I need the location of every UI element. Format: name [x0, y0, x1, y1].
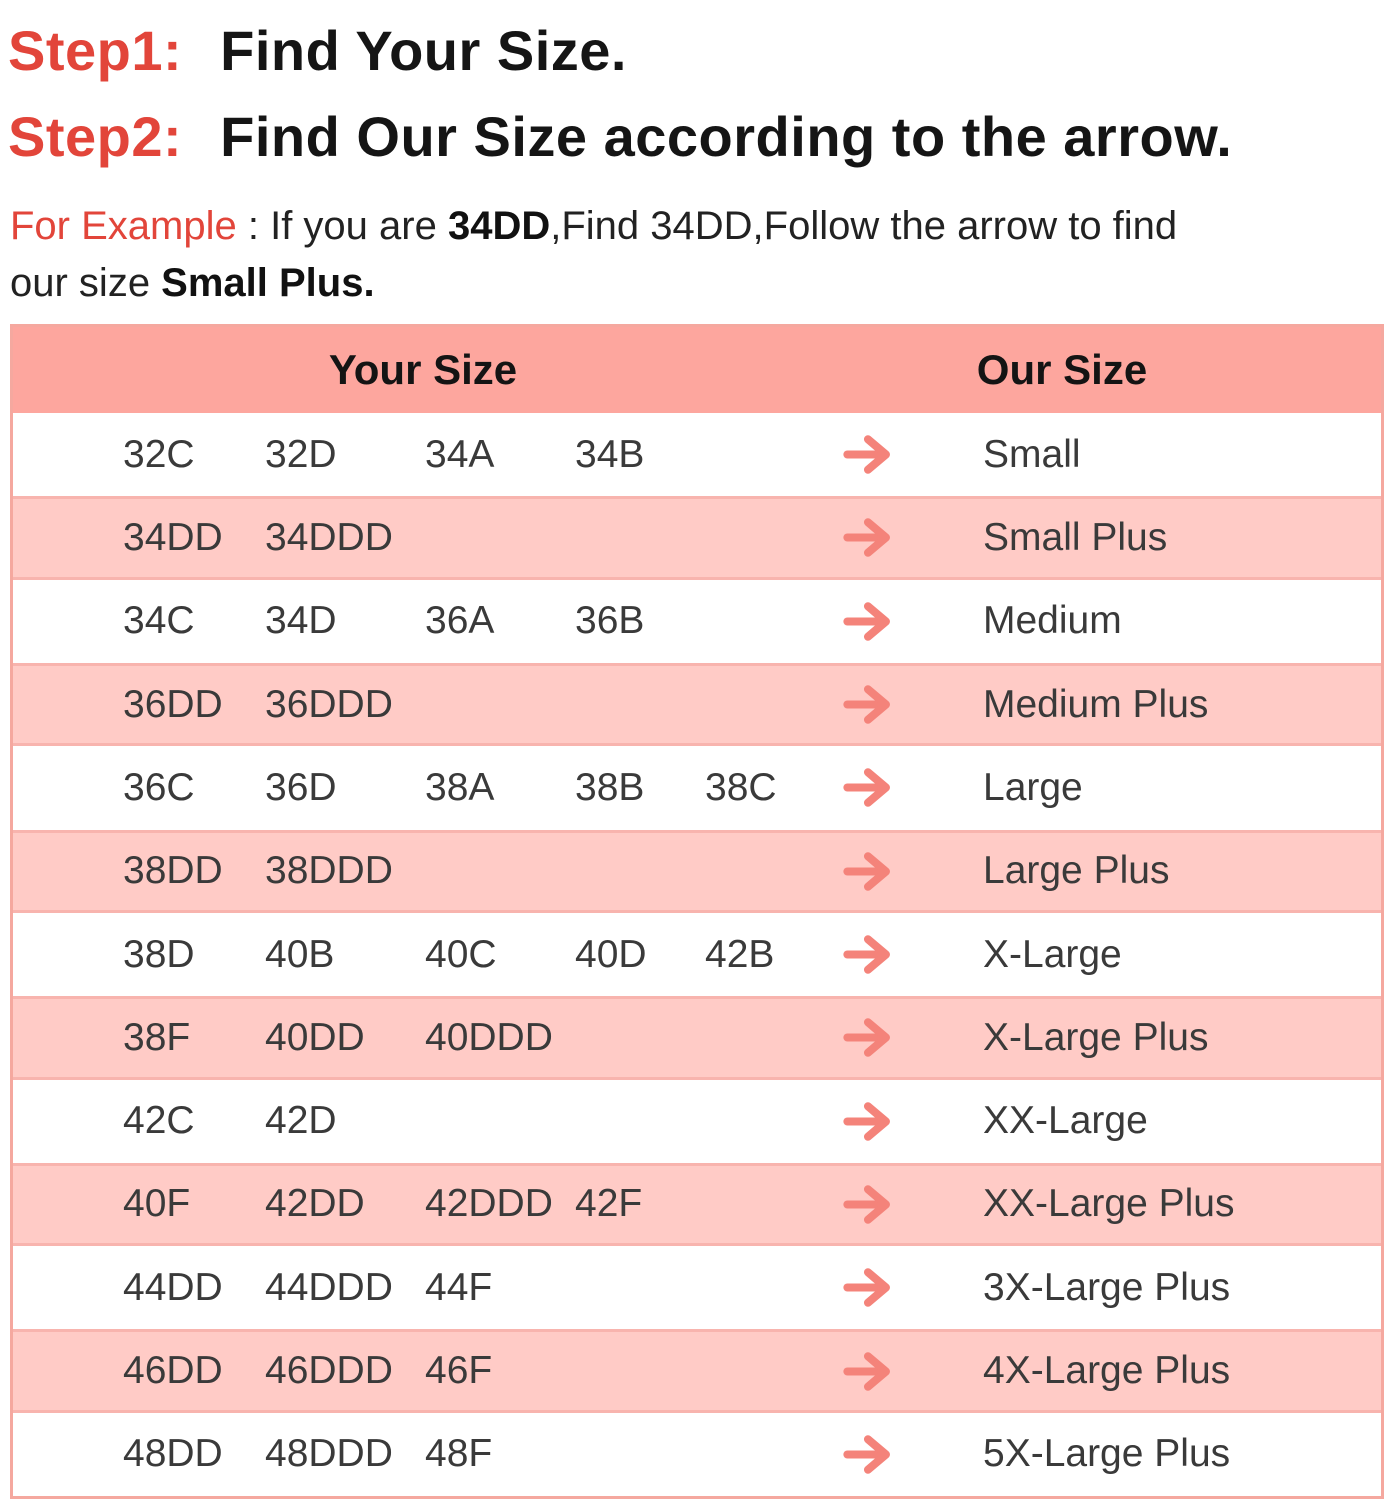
step1-text: Find Your Size. [220, 19, 627, 82]
your-size-cells [13, 1182, 833, 1226]
step2-text: Find Our Size according to the arrow. [220, 105, 1233, 168]
your-size-cell: 38DD [123, 849, 223, 893]
our-size-cell: X-Large Plus [983, 1015, 1209, 1059]
your-size-cell: 34A [425, 432, 495, 476]
your-size-cell: 42D [265, 1099, 337, 1143]
your-size-cells [13, 683, 833, 727]
your-size-cell: 36A [425, 599, 495, 643]
our-size-cell: Small Plus [983, 515, 1168, 559]
our-size-cell: 5X-Large Plus [983, 1432, 1231, 1476]
table-row [13, 580, 1381, 663]
our-size-cell: Medium [983, 599, 1122, 643]
table-row [13, 496, 1381, 579]
your-size-cell: 40F [123, 1182, 191, 1226]
your-size-cell: 36D [265, 765, 337, 809]
table-row [13, 1163, 1381, 1246]
your-size-cells [13, 599, 833, 643]
your-size-cell: 32D [265, 432, 337, 476]
our-size-cell: Small [983, 432, 1081, 476]
your-size-cells [13, 1432, 833, 1476]
your-size-cell: 36DDD [265, 682, 393, 726]
step2-label: Step2: [8, 105, 183, 168]
table-row [13, 413, 1381, 496]
your-size-cell: 46F [425, 1349, 493, 1393]
right-arrow-icon [833, 1016, 903, 1059]
your-size-cell: 46DD [123, 1349, 223, 1393]
our-size-cell: 3X-Large Plus [983, 1265, 1231, 1309]
right-arrow-icon [833, 1350, 903, 1393]
example-separator: : [236, 204, 271, 248]
your-size-cell: 42C [123, 1099, 195, 1143]
your-size-cell: 46DDD [265, 1349, 393, 1393]
your-size-cell: 38B [575, 765, 645, 809]
right-arrow-icon [833, 683, 903, 726]
size-table-header [13, 327, 1381, 413]
table-row [13, 1413, 1381, 1496]
your-size-cell: 38DDD [265, 849, 393, 893]
table-row [13, 913, 1381, 996]
your-size-cell: 48F [425, 1432, 493, 1476]
right-arrow-icon [833, 1100, 903, 1143]
right-arrow-icon [833, 600, 903, 643]
your-size-cells [13, 433, 833, 477]
step-instructions [0, 0, 1394, 180]
example-segment-3: our size [10, 261, 162, 305]
your-size-cell: 38D [123, 932, 195, 976]
your-size-cell: 48DDD [265, 1432, 393, 1476]
your-size-cells [13, 1016, 833, 1060]
table-row [13, 1080, 1381, 1163]
your-size-header: Your Size [328, 346, 518, 393]
your-size-cell: 36B [575, 599, 645, 643]
step2-line [8, 94, 1394, 180]
your-size-cells [13, 1099, 833, 1143]
your-size-cell: 42B [705, 932, 775, 976]
table-row [13, 1246, 1381, 1329]
your-size-cells [13, 766, 833, 810]
our-size-cell: Medium Plus [983, 682, 1209, 726]
right-arrow-icon [833, 850, 903, 893]
your-size-cell: 42DDD [425, 1182, 553, 1226]
right-arrow-icon [833, 433, 903, 476]
right-arrow-icon [833, 1183, 903, 1226]
right-arrow-icon [833, 516, 903, 559]
our-size-cell: XX-Large [983, 1099, 1148, 1143]
our-size-cell: Large [983, 765, 1083, 809]
our-size-cell: X-Large [983, 932, 1122, 976]
your-size-cell: 44DD [123, 1265, 223, 1309]
your-size-cell: 40B [265, 932, 335, 976]
right-arrow-icon [833, 933, 903, 976]
our-size-cell: Large Plus [983, 849, 1170, 893]
right-arrow-icon [833, 1266, 903, 1309]
your-size-cell: 40D [575, 932, 647, 976]
your-size-cell: 34DDD [265, 515, 393, 559]
example-segment-2: ,Find 34DD,Follow the arrow to find [550, 204, 1178, 248]
your-size-cell: 40C [425, 932, 497, 976]
right-arrow-icon [833, 766, 903, 809]
your-size-cell: 36DD [123, 682, 223, 726]
your-size-cell: 38A [425, 765, 495, 809]
your-size-cell: 40DD [265, 1015, 365, 1059]
your-size-cell: 38F [123, 1015, 191, 1059]
size-table-rows [13, 413, 1381, 1496]
your-size-cell: 48DD [123, 1432, 223, 1476]
example-label: For Example [10, 204, 237, 248]
example-note [10, 198, 1394, 312]
our-size-header: Our Size [976, 346, 1148, 393]
right-arrow-icon [833, 1433, 903, 1476]
size-chart-table [10, 324, 1384, 1499]
your-size-cell: 44DDD [265, 1265, 393, 1309]
your-size-cell: 34B [575, 432, 645, 476]
your-size-cell: 38C [705, 765, 777, 809]
table-row [13, 746, 1381, 829]
your-size-cells [13, 516, 833, 560]
your-size-cell: 32C [123, 432, 195, 476]
your-size-cell: 36C [123, 765, 195, 809]
your-size-cell: 44F [425, 1265, 493, 1309]
your-size-cell: 34C [123, 599, 195, 643]
table-row [13, 1329, 1381, 1412]
table-row [13, 996, 1381, 1079]
example-segment-1: If you are [270, 204, 448, 248]
your-size-cell: 42DD [265, 1182, 365, 1226]
step1-label: Step1: [8, 19, 183, 82]
step1-line [8, 8, 1394, 94]
your-size-cells [13, 1349, 833, 1393]
example-highlight-size: 34DD [447, 204, 551, 248]
your-size-cells [13, 849, 833, 893]
table-row [13, 663, 1381, 746]
our-size-cell: XX-Large Plus [983, 1182, 1235, 1226]
your-size-cell: 42F [575, 1182, 643, 1226]
your-size-cells [13, 933, 833, 977]
your-size-cell: 34DD [123, 515, 223, 559]
your-size-cell: 34D [265, 599, 337, 643]
your-size-cell: 40DDD [425, 1015, 553, 1059]
your-size-cells [13, 1266, 833, 1310]
table-row [13, 830, 1381, 913]
our-size-cell: 4X-Large Plus [983, 1349, 1231, 1393]
example-highlight-result: Small Plus. [161, 261, 375, 305]
